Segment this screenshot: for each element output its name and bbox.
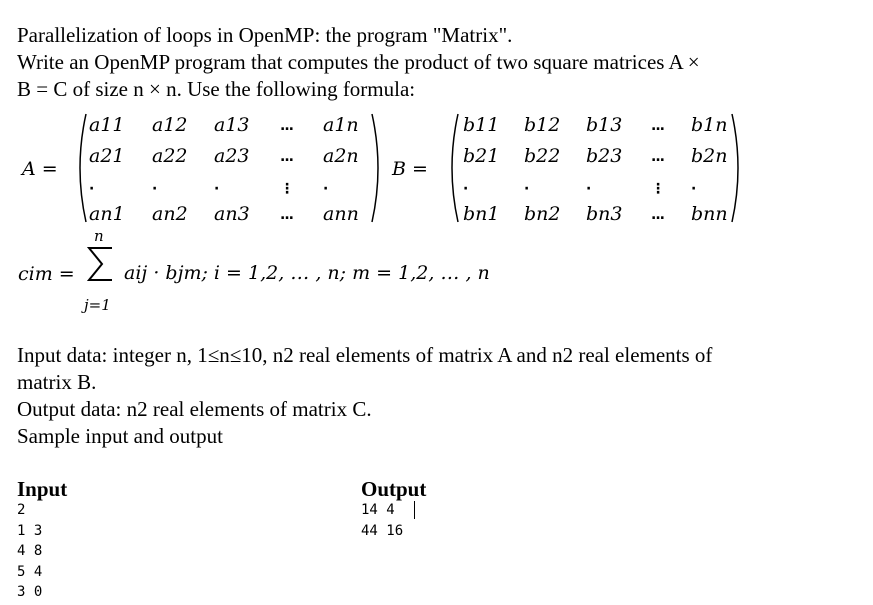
sum-upper-limit: n <box>94 227 104 245</box>
matrix-a-cell: an1 <box>89 203 125 225</box>
matrix-a-cell: ann <box>323 203 359 225</box>
matrix-b-cell: · <box>691 181 696 197</box>
matrix-b-cell: · <box>524 181 529 197</box>
output-header: Output <box>361 477 427 501</box>
matrix-b-cell: ⋮ <box>651 181 664 197</box>
output-description: Output data: n2 real elements of matrix C. <box>17 397 372 421</box>
sum-sigma-icon <box>86 244 116 284</box>
matrix-b-cell: bn3 <box>586 203 623 225</box>
matrix-a-cell: a12 <box>152 114 188 136</box>
matrix-a-cell: an3 <box>214 203 250 225</box>
matrix-b-cell: b11 <box>463 114 500 136</box>
input-description-1: Input data: integer n, 1≤n≤10, n2 real elements of matrix A and n2 real elements of <box>17 343 713 367</box>
sum-lower-limit: j=1 <box>84 296 111 314</box>
matrix-a-cell: a1n <box>323 114 359 136</box>
input-sample: 2 1 3 4 8 5 4 3 0 <box>17 502 43 600</box>
sample-caption: Sample input and output <box>17 424 223 448</box>
output-sample: 14 4 44 16 <box>361 502 404 539</box>
matrix-a-cell: ... <box>280 207 293 223</box>
matrix-a-cell: · <box>152 181 157 197</box>
matrix-b-cell: bn2 <box>524 203 561 225</box>
matrix-b-cell: b23 <box>586 145 623 167</box>
matrix-b-cell: bnn <box>691 203 728 225</box>
formula-lhs: cim = <box>18 263 75 285</box>
matrix-a-cell: a21 <box>89 145 125 167</box>
matrix-a-cell: ⋮ <box>280 181 293 197</box>
matrix-a-cell: ... <box>280 149 293 165</box>
matrix-b-cell: · <box>586 181 591 197</box>
matrix-b-cell: · <box>463 181 468 197</box>
matrix-b-cell: bn1 <box>463 203 500 225</box>
matrix-a-cell: a23 <box>214 145 250 167</box>
text-cursor <box>414 501 415 519</box>
matrix-a-cell: a2n <box>323 145 359 167</box>
matrix-b-cell: ... <box>651 118 664 134</box>
matrix-b-cell: b1n <box>691 114 728 136</box>
matrix-b-cell: b22 <box>524 145 561 167</box>
task-line-1: Write an OpenMP program that computes the product of two square matrices A × <box>17 50 700 74</box>
matrix-b-label: B = <box>392 158 428 180</box>
matrix-a-cell: · <box>323 181 328 197</box>
matrix-b-cell: ... <box>651 149 664 165</box>
input-header: Input <box>17 477 68 501</box>
matrix-a-cell: · <box>214 181 219 197</box>
matrix-b-cell: ... <box>651 207 664 223</box>
matrix-b-cell: b21 <box>463 145 500 167</box>
matrix-a-cell: a11 <box>89 114 125 136</box>
matrix-a-cell: a22 <box>152 145 188 167</box>
formula-rhs: aij · bjm; i = 1,2, … , n; m = 1,2, … , n <box>124 262 490 284</box>
task-line-2: B = C of size n × n. Use the following formula: <box>17 77 416 101</box>
input-description-2: matrix B. <box>17 370 97 394</box>
matrix-b-cell: b12 <box>524 114 561 136</box>
matrix-b-cell: b13 <box>586 114 623 136</box>
matrix-a-cell: a13 <box>214 114 250 136</box>
matrix-b-cell: b2n <box>691 145 728 167</box>
matrix-a-cell: ... <box>280 118 293 134</box>
matrix-a-label: A = <box>22 158 58 180</box>
matrix-a-cell: · <box>89 181 94 197</box>
matrix-a-cell: an2 <box>152 203 188 225</box>
title-line: Parallelization of loops in OpenMP: the program "Matrix". <box>17 23 513 47</box>
